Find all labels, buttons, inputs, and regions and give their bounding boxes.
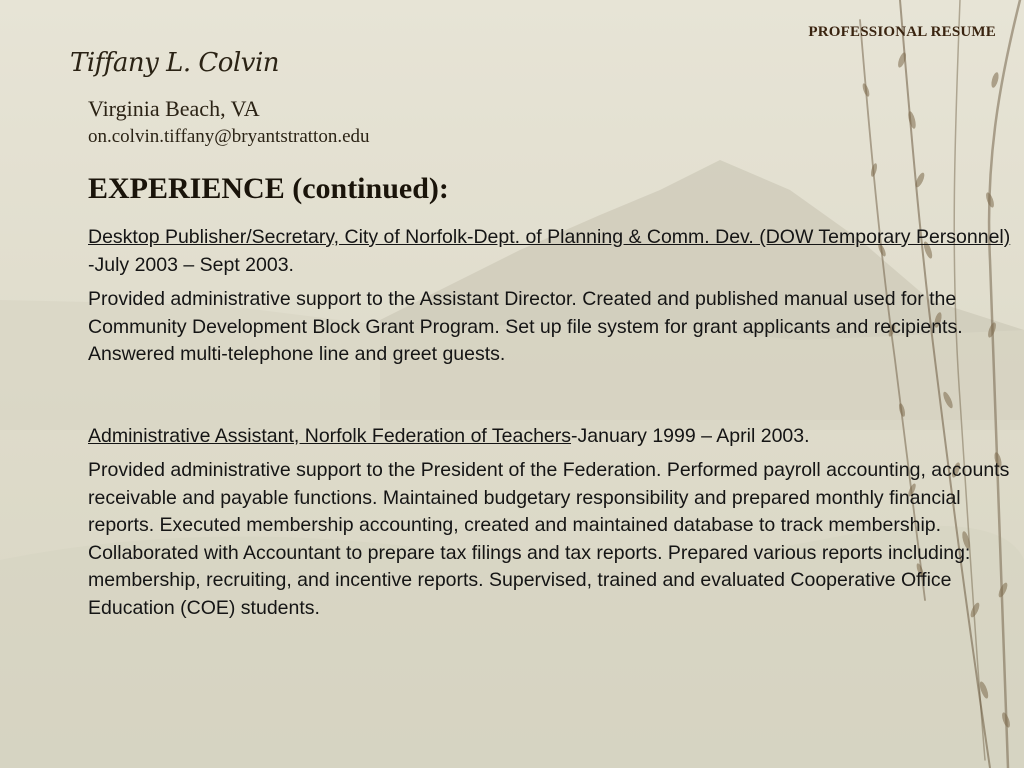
section-title: EXPERIENCE (continued):: [88, 172, 449, 205]
job-dates: -July 2003 – Sept 2003.: [88, 253, 294, 276]
job-title: Administrative Assistant, Norfolk Federation of Teachers: [88, 424, 572, 447]
job-description: Provided administrative support to the Assistant Director. Created and published manual used for the Community Development Block Grant Program. Set up file system for grant applicants and recipients. Answered multi-telephone line and greet guests.: [88, 288, 963, 365]
experience-list: [88, 224, 1018, 622]
job-heading: [88, 224, 1018, 279]
job-heading: [88, 423, 1018, 451]
candidate-location: Virginia Beach, VA: [88, 96, 260, 121]
job-title: Desktop Publisher/Secretary, City of Norfolk-Dept. of Planning & Comm. Dev. (DOW Temporary Personnel): [88, 226, 1011, 248]
job-dates: -January 1999 – April 2003.: [571, 424, 810, 447]
candidate-name: Tiffany L. Colvin: [70, 48, 280, 78]
job-description: Provided administrative support to the President of the Federation. Performed payroll accounting, accounts receivable and payable functions. Maintained budgetary responsibility and prepared monthly financial reports. Executed membership accounting, created and maintained database to track membership. Collaborated with Accountant to prepare tax filings and tax reports. Prepared various reports including: membership, recruiting, and incentive reports. Supervised, trained and evaluated Cooperative Office Education (COE) students.: [88, 459, 1010, 619]
job-entry: [88, 423, 1018, 623]
job-entry: [88, 224, 1018, 369]
document-type-label: PROFESSIONAL RESUME: [808, 24, 996, 40]
candidate-email[interactable]: on.colvin.tiffany@bryantstratton.edu: [88, 126, 370, 147]
